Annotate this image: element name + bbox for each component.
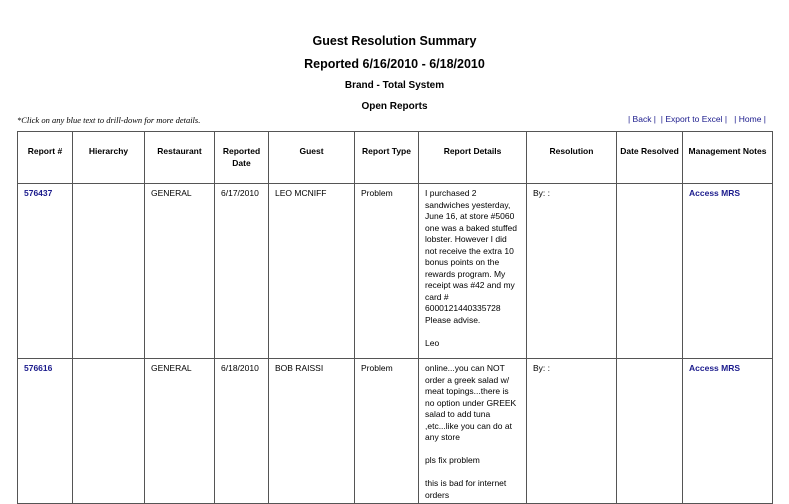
table-row [18, 359, 773, 504]
brand-label: Brand - Total System [344, 80, 445, 91]
resolution-cell: By: : [527, 184, 617, 359]
header-guest: Guest [269, 132, 355, 184]
export-excel-link[interactable]: | Export to Excel | [660, 114, 728, 124]
reported-date-cell: 6/18/2010 [215, 359, 269, 504]
resolution-table [17, 131, 773, 504]
report-type-cell: Problem [355, 359, 419, 504]
guest-cell: LEO MCNIFF [269, 184, 355, 359]
header-report-type: Report Type [355, 132, 419, 184]
resolution-cell: By: : [527, 359, 617, 504]
back-link[interactable]: | Back | [627, 114, 657, 124]
header-resolution: Resolution [527, 132, 617, 184]
report-number-link[interactable]: 576616 [18, 359, 73, 504]
nav-links [628, 114, 766, 124]
header-management-notes: Management Notes [683, 132, 773, 184]
home-link[interactable]: | Home | [734, 114, 766, 124]
report-details-cell: I purchased 2 sandwiches yesterday, June 16, at store #5060 one was a baked stuffed lobster. However I did not receive the extra 10 bonus points on the rewards program. My receipt was #42 and my card # 6000121440335728 Please advise. Leo [419, 184, 527, 359]
restaurant-cell: GENERAL [145, 184, 215, 359]
date-resolved-cell [617, 359, 683, 504]
guest-cell: BOB RAISSI [269, 359, 355, 504]
table-row [18, 184, 773, 359]
header-hierarchy: Hierarchy [73, 132, 145, 184]
hierarchy-cell [73, 359, 145, 504]
header-restaurant: Restaurant [145, 132, 215, 184]
table-header-row [18, 132, 773, 184]
report-type-cell: Problem [355, 184, 419, 359]
header-reported-date: Reported Date [215, 132, 269, 184]
date-resolved-cell [617, 184, 683, 359]
report-number-link[interactable]: 576437 [18, 184, 73, 359]
report-title: Guest Resolution Summary [312, 34, 477, 48]
reported-date-cell: 6/17/2010 [215, 184, 269, 359]
header-report-details: Report Details [419, 132, 527, 184]
report-details-cell: online...you can NOT order a greek salad w/ meat topings...there is no option under GREEK salad to add tuna ,etc...like you can do at any store pls fix problem this is bad for internet orders [419, 359, 527, 504]
hierarchy-cell [73, 184, 145, 359]
header-report-num: Report # [18, 132, 73, 184]
restaurant-cell: GENERAL [145, 359, 215, 504]
header-date-resolved: Date Resolved [617, 132, 683, 184]
report-date-range: Reported 6/16/2010 - 6/18/2010 [304, 57, 485, 71]
access-mrs-link[interactable]: Access MRS [683, 184, 773, 359]
drill-down-hint: *Click on any blue text to drill-down for more details. [17, 115, 201, 125]
access-mrs-link[interactable]: Access MRS [683, 359, 773, 504]
section-label: Open Reports [361, 101, 428, 112]
